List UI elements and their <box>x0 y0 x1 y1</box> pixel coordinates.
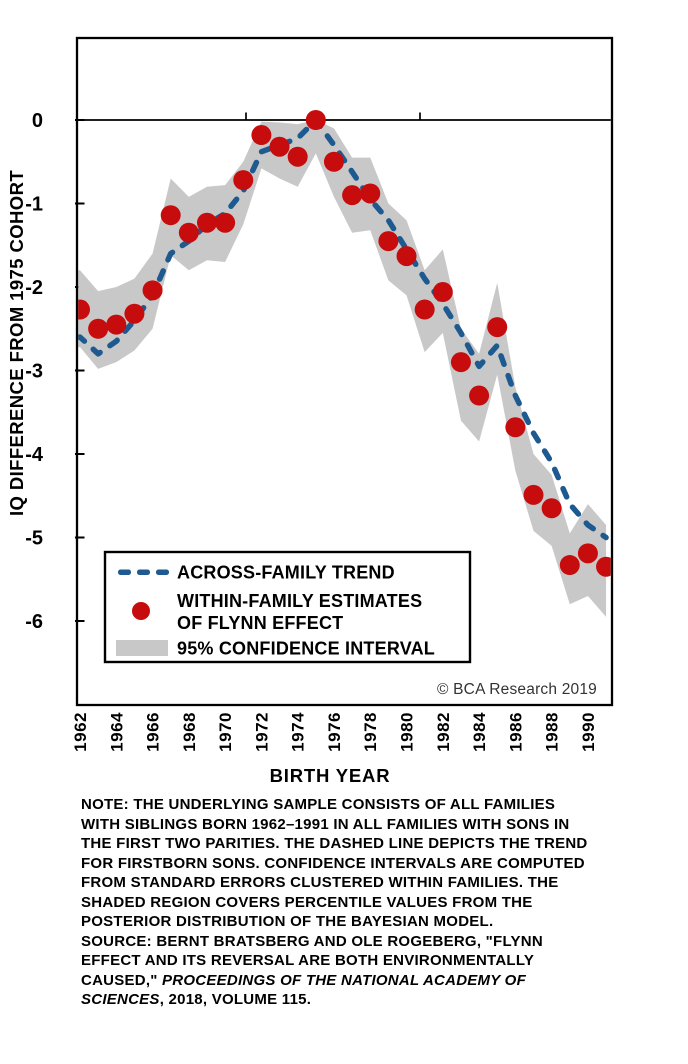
data-point <box>215 213 235 233</box>
data-point <box>197 213 217 233</box>
data-point <box>542 498 562 518</box>
x-tick-label: 1976 <box>324 712 344 752</box>
data-point <box>469 386 489 406</box>
x-tick-label: 1986 <box>506 712 526 752</box>
data-point <box>70 300 90 320</box>
y-tick-label: 0 <box>31 110 43 132</box>
y-tick-label: -4 <box>25 444 43 466</box>
data-point <box>433 282 453 302</box>
y-tick-label: -5 <box>25 527 43 550</box>
note-line: SOURCE: BERNT BRATSBERG AND OLE ROGEBERG, "FLYNN <box>81 932 543 950</box>
data-point <box>124 304 144 324</box>
confidence-band-area <box>77 120 606 617</box>
data-point <box>505 417 525 437</box>
y-axis-ticks <box>25 110 84 633</box>
x-tick-label: 1984 <box>470 712 490 752</box>
note-line: WITH SIBLINGS BORN 1962–1991 IN ALL FAMILIES WITH SONS IN <box>81 815 570 833</box>
data-point <box>560 555 580 575</box>
legend-label-within-1: WITHIN-FAMILY ESTIMATES <box>177 591 423 611</box>
legend-label-within-2: OF FLYNN EFFECT <box>177 613 344 633</box>
copyright-text: © BCA Research 2019 <box>437 681 597 698</box>
confidence-band <box>77 120 606 617</box>
legend-label-trend: ACROSS-FAMILY TREND <box>177 562 395 583</box>
data-point <box>179 223 199 243</box>
x-tick-label: 1972 <box>252 712 272 752</box>
data-point <box>106 315 126 335</box>
data-point <box>88 319 108 339</box>
note-line: SHADED REGION COVERS PERCENTILE VALUES FROM THE <box>81 893 533 911</box>
data-point <box>487 317 507 337</box>
x-tick-label: 1966 <box>143 712 163 752</box>
note-line: EFFECT AND ITS REVERSAL ARE BOTH ENVIRONMENTALLY <box>81 952 535 969</box>
plot-area <box>70 110 616 617</box>
data-point <box>270 137 290 157</box>
gray-band-sample <box>116 640 168 656</box>
red-dot-sample <box>132 602 150 620</box>
x-axis-labels <box>71 712 598 752</box>
data-point <box>397 246 417 266</box>
x-tick-label: 1988 <box>542 712 562 752</box>
data-point <box>306 110 326 130</box>
x-axis-title: BIRTH YEAR <box>269 765 391 786</box>
data-point <box>233 170 253 190</box>
y-tick-label: -2 <box>25 277 43 299</box>
legend-item-ci <box>116 639 435 659</box>
x-tick-label: 1978 <box>361 712 381 752</box>
data-point <box>360 183 380 203</box>
note-line: FOR FIRSTBORN SONS. CONFIDENCE INTERVALS ARE COMPUTED <box>81 854 585 872</box>
x-tick-label: 1980 <box>397 712 417 752</box>
data-point <box>415 300 435 320</box>
x-tick-label: 1964 <box>107 712 127 752</box>
note-line: THE FIRST TWO PARITIES. THE DASHED LINE DEPICTS THE TREND <box>81 835 588 852</box>
x-tick-label: 1990 <box>578 712 598 752</box>
x-tick-label: 1982 <box>433 712 453 752</box>
data-point <box>378 231 398 251</box>
data-point <box>143 280 163 300</box>
x-tick-label: 1962 <box>71 712 90 752</box>
data-point <box>451 352 471 372</box>
x-tick-label: 1968 <box>179 712 199 752</box>
data-point <box>524 485 544 505</box>
dashed-line-sample <box>118 570 131 576</box>
legend-label-ci: 95% CONFIDENCE INTERVAL <box>177 638 435 659</box>
legend <box>105 552 470 662</box>
note-line: CAUSED," PROCEEDINGS OF THE NATIONAL ACADEMY OF <box>81 971 527 989</box>
y-tick-label: -3 <box>25 360 43 383</box>
note-line: FROM STANDARD ERRORS CLUSTERED WITHIN FAMILIES. THE <box>81 874 559 891</box>
data-point <box>578 543 598 563</box>
chart-note <box>81 795 641 1010</box>
y-tick-label: -1 <box>25 193 43 216</box>
data-point <box>288 147 308 167</box>
dashed-line-sample <box>156 570 169 576</box>
data-point <box>161 205 181 225</box>
data-point <box>251 125 271 145</box>
note-line: NOTE: THE UNDERLYING SAMPLE CONSISTS OF ALL FAMILIES <box>81 796 556 813</box>
x-tick-label: 1970 <box>216 712 236 752</box>
x-tick-label: 1974 <box>288 712 308 752</box>
dashed-line-sample <box>137 570 150 576</box>
data-point <box>324 152 344 172</box>
data-point <box>342 185 362 205</box>
note-line: SCIENCES, 2018, VOLUME 115. <box>81 991 312 1008</box>
y-axis-title: IQ DIFFERENCE FROM 1975 COHORT <box>6 169 27 517</box>
note-line: POSTERIOR DISTRIBUTION OF THE BAYESIAN MODEL. <box>81 913 494 930</box>
y-tick-label: -6 <box>25 611 43 633</box>
